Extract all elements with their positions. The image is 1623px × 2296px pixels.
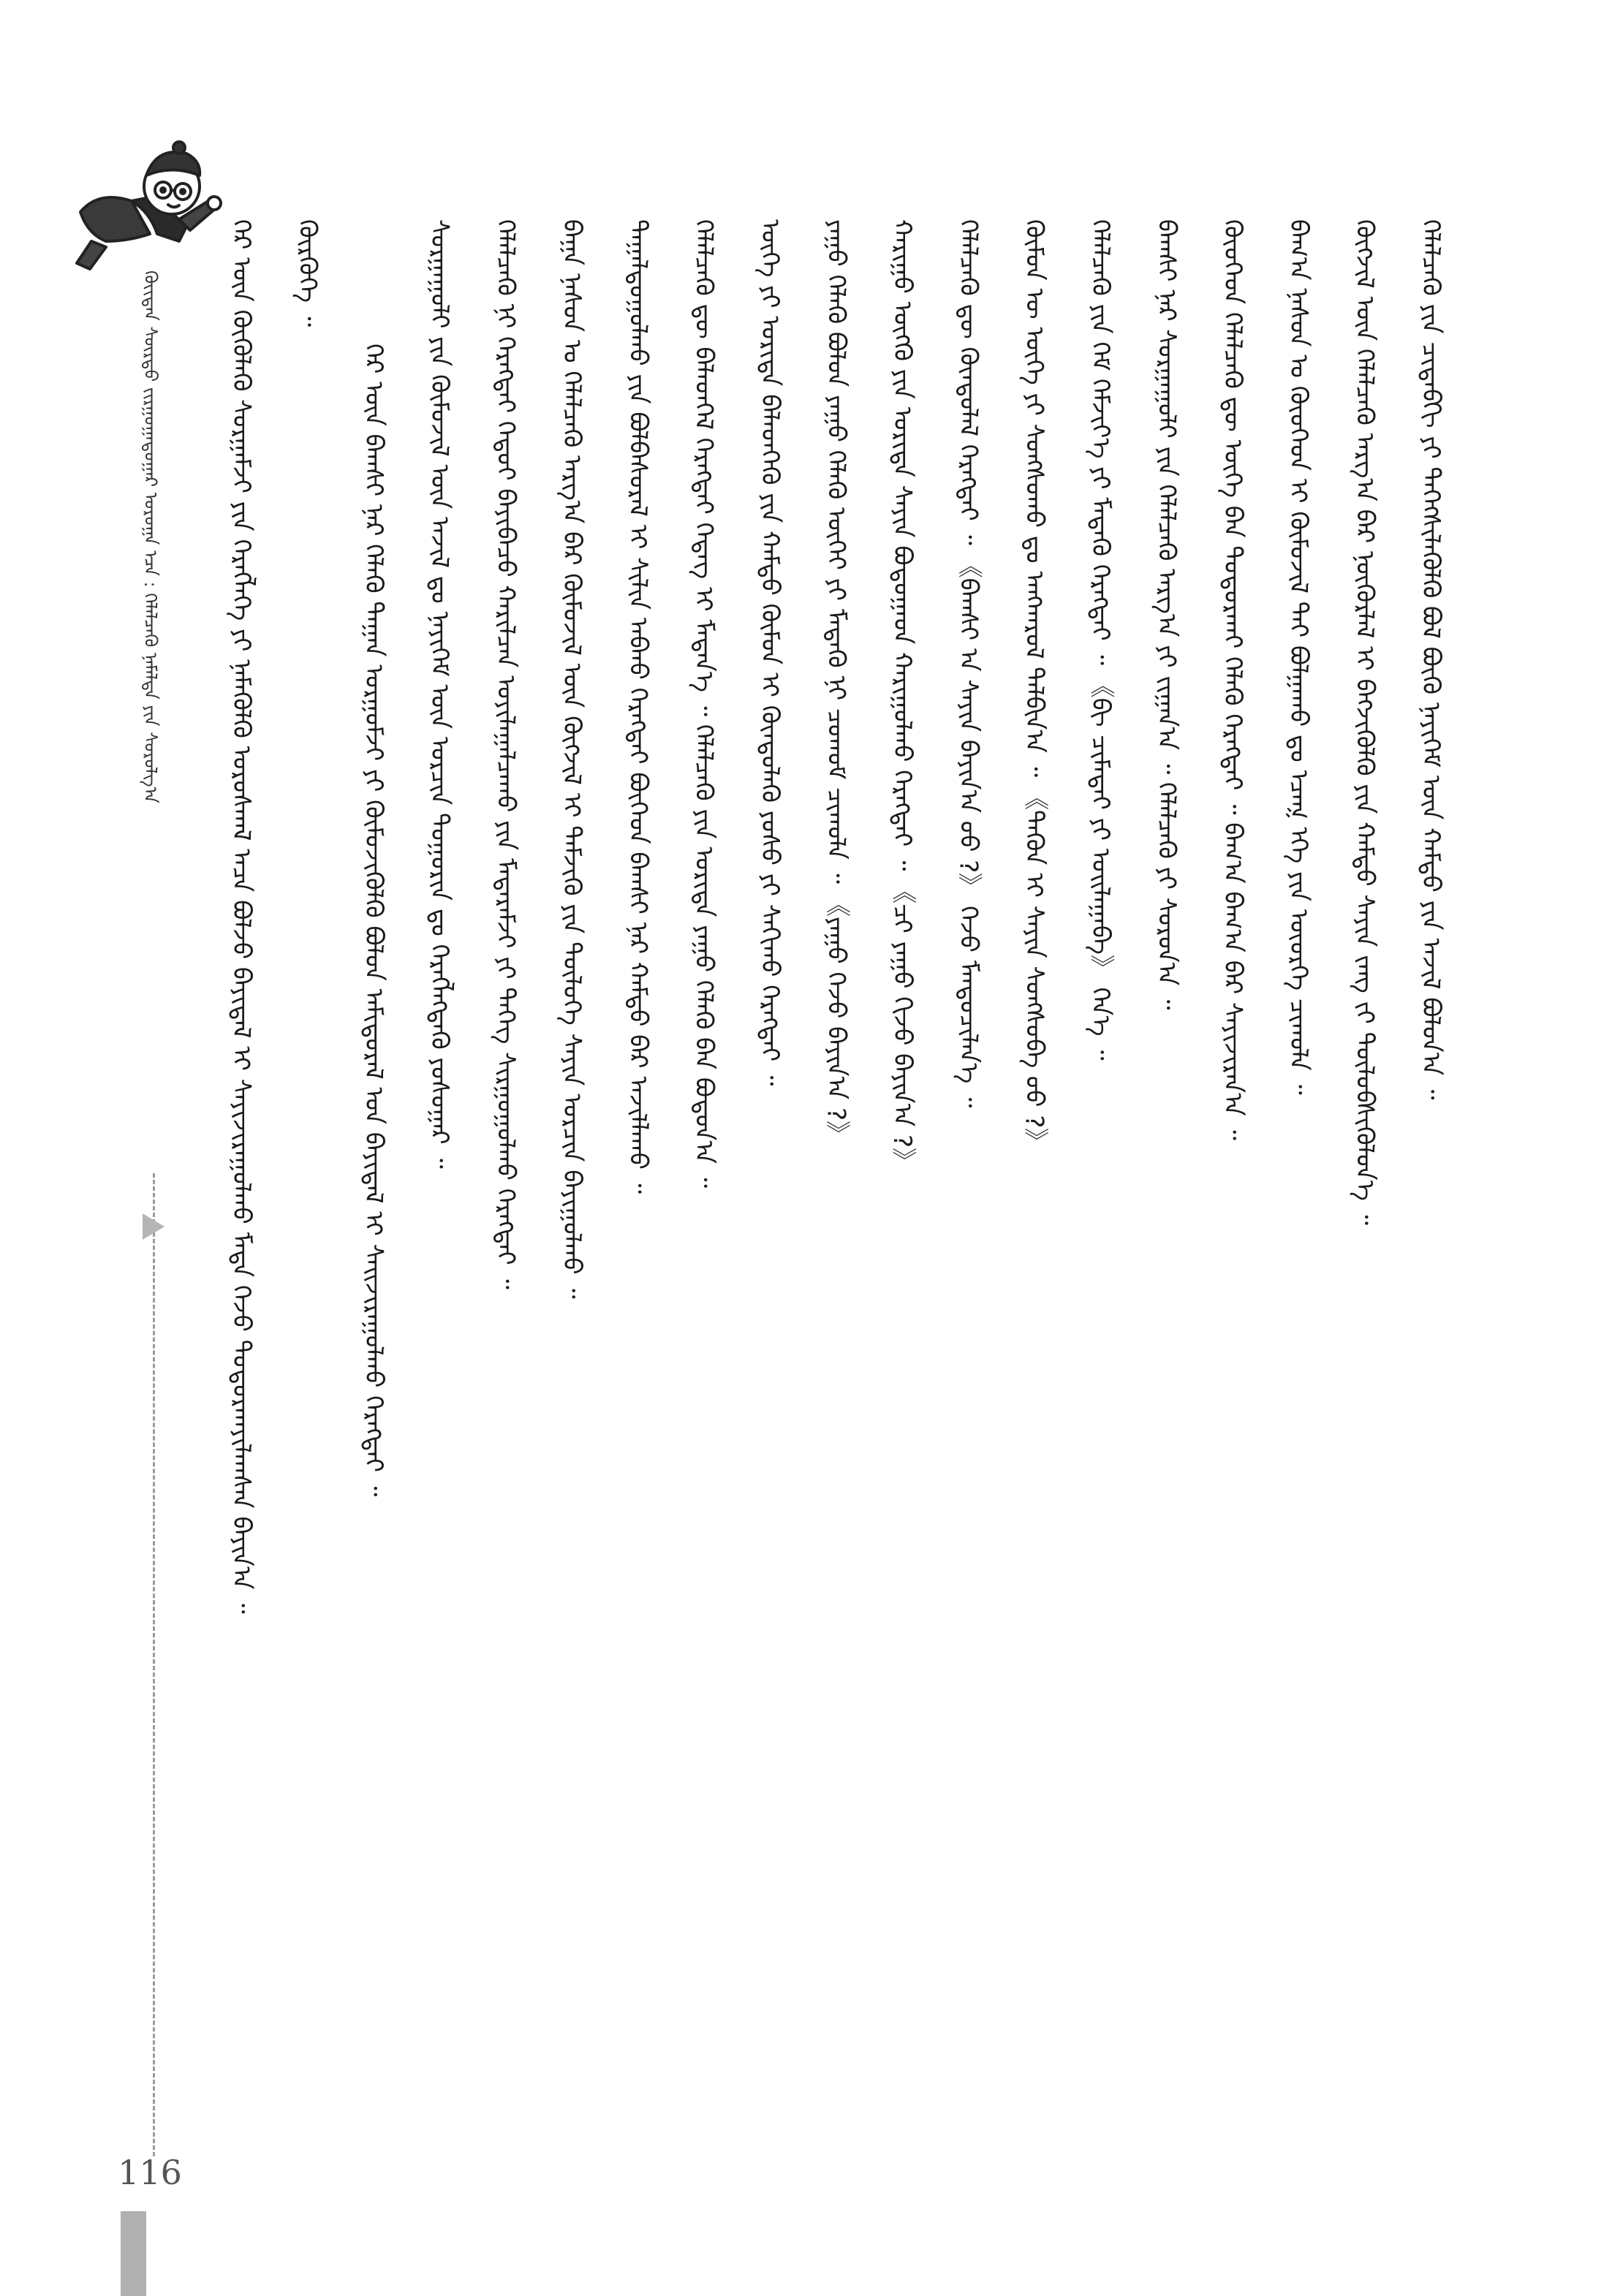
dashed-divider — [153, 1173, 155, 2156]
text-column: ᠬᠡᠯᠡᠯᠴᠡᠬᠦ ᠳᠦ ᠪᠡᠯᠡᠳᠬᠡᠯ ᠬᠡᠷᠡᠭᠲᠡᠢ ᠭᠡᠳᠡᠭ ᠢ ᠮᠡᠳᠡᠨ᠎ᠡ ᠃ ᠬᠡᠯᠡᠯᠴᠡᠬᠦ ᠶᠢᠨ ᠤᠷᠢᠳᠠ ᠶᠠᠭᠤ ᠬᠡᠯᠡᠬᠦ ᠪᠡᠨ ᠪᠣᠳᠤᠨ᠎ᠠ ᠃ — [689, 219, 719, 1189]
text-column: ᠪᠠᠭᠠ ᠨᠠᠰᠤᠨ ᠤ ᠬᠡᠯᠡᠯᠴᠡᠬᠦ ᠠᠷᠭ᠎ᠠ ᠪᠠᠷ ᠬᠦᠮᠦᠵᠢᠯ ᠦᠨ ᠬᠥᠭᠵᠢᠯ ᠢ ᠳᠡᠮᠵᠢᠬᠦ ᠶᠢᠨ ᠲᠥᠯᠥᠭᠡ ᠰᠠᠶᠢᠨ ᠣᠷᠴᠢᠨ ᠪᠠᠶᠢᠭᠤᠯᠬᠤ ᠃ — [556, 219, 586, 1299]
page-edge-tab — [121, 2211, 146, 2296]
text-column: ᠬᠦᠦᠬᠡᠳ ᠬᠡᠯᠡᠯᠴᠡᠬᠦ ᠳᠦ ᠦᠭᠡ ᠪᠡᠨ ᠲᠣᠳᠤᠷᠬᠠᠢ ᠬᠡᠯᠡᠬᠦ ᠬᠡᠷᠡᠭᠲᠡᠢ ᠃ ᠪᠠᠭ᠎ᠠ ᠪᠠᠭ᠎ᠠ ᠪᠡᠷ ᠰᠠᠶᠢᠵᠢᠷᠠᠨ᠎ᠠ ᠃ — [1217, 219, 1247, 1140]
text-column: ᠦᠭᠡ ᠶᠢ ᠤᠷᠢᠳᠠ ᠪᠡᠯᠡᠳᠬᠡᠬᠦ ᠶᠢᠨ ᠬᠠᠮᠲᠤ ᠬᠦᠮᠦᠨ ᠢ ᠬᠦᠨᠳᠦᠯᠡᠬᠦ ᠶᠣᠰᠤ ᠶᠢ ᠰᠠᠬᠢᠬᠤ ᠬᠡᠷᠡᠭᠲᠡᠢ ᠃ — [755, 219, 785, 1086]
text-column: ᠶᠠᠭᠤ ᠬᠡᠯᠡᠬᠦ ᠪᠣᠯᠤᠨ ᠶᠠᠭᠤ ᠬᠡᠯᠡᠬᠦ ᠦᠭᠡᠢ ᠶᠢ ᠮᠡᠳᠡᠬᠦ ᠨᠢ ᠴᠤᠬᠤᠮ ᠴᠢᠬᠤᠯᠠ ᠃ 《ᠶᠠᠭᠤ ᠭᠡᠵᠦ ᠪᠠᠶᠢᠨ᠎ᠠ ?》 — [821, 219, 851, 1146]
boy-mascot-illustration — [69, 132, 230, 278]
text-column: ᠬᠡᠯᠡᠯᠴᠡᠬᠦ ᠶᠢᠨ ᠴᠢᠳᠠᠪᠬᠢ ᠶᠢ ᠳᠡᠭᠡᠭᠰᠢᠯᠡᠭᠦᠯᠬᠦ ᠪᠣᠯ ᠪᠦᠬᠦ ᠨᠡᠶᠢᠭᠡᠮ ᠦᠨ ᠬᠠᠮᠲᠤ ᠶᠢᠨ ᠠᠵᠢᠯ ᠪᠣᠯᠤᠨ᠎ᠠ ᠃ — [1416, 219, 1445, 1100]
page-number: 116 — [118, 2153, 182, 2192]
text-column: ᠬᠦᠮᠦᠨ ᠦ ᠦᠭᠡ ᠶᠢ ᠰᠣᠩᠰᠤᠬᠤ ᠳᠤ ᠠᠩᠬᠠᠷᠤᠯ ᠲᠠᠯᠪᠢᠨ᠎ᠠ ᠃ 《ᠲᠡᠭᠦᠨ ᠢ ᠰᠠᠶᠢᠨ ᠰᠣᠩᠰᠤᠪᠠ ᠤᠤ ?》 — [1019, 219, 1049, 1153]
text-column: ᠳᠠᠭᠠᠯᠳᠤᠭᠤᠯᠬᠤ ᠶᠢᠨ ᠪᠣᠯᠪᠠᠰᠤᠷᠠᠯ ᠢ ᠰᠢᠯᠢᠨ ᠠᠪᠬᠤ ᠬᠡᠷᠡᠭᠲᠡᠢ ᠪᠥᠭᠡᠳ ᠪᠠᠭᠰᠢ ᠨᠠᠷ ᠬᠠᠮᠲᠤ ᠪᠠᠷ ᠠᠵᠢᠯᠯᠠᠬᠤ ᠃ — [623, 219, 653, 1194]
text-column: ᠬᠥᠭᠵᠢᠯ ᠦᠨ ᠬᠡᠯᠡᠯᠴᠡᠬᠦ ᠠᠷᠭ᠎ᠠ ᠪᠠᠷ ᠨᠥᠬᠥᠷᠯᠡᠯ ᠢ ᠪᠡᠬᠵᠢᠭᠦᠯᠬᠦ ᠶᠢᠨ ᠬᠠᠮᠲᠤ ᠰᠠᠶᠢᠨ ᠵᠠᠩ ᠵᠢ ᠲᠥᠯᠥᠪᠰᠢᠭᠦᠯᠦᠨ᠎ᠡ ᠃ — [1350, 219, 1380, 1225]
text-column: ᠬᠡᠯᠡᠯᠴᠡᠬᠦ ᠨᠢ ᠬᠡᠷᠡᠭᠲᠡᠢ ᠬᠡᠳᠦᠢ ᠪᠠᠶᠢᠪᠠᠴᠤ ᠬᠠᠷᠢᠯᠴᠠᠨ ᠣᠶᠢᠯᠠᠭᠠᠯᠴᠠᠬᠤ ᠶᠢᠨ ᠮᠡᠳᠡᠷᠡᠮᠵᠢ ᠶᠢ ᠳᠡᠭᠡᠭ ᠰᠢᠷᠭᠤᠭᠤᠯᠬᠤ ᠬᠡᠷᠡᠭᠲᠡᠢ ᠃ — [491, 219, 521, 1289]
text-column: ᠪᠠᠭᠰᠢ ᠨᠠᠷ ᠰᠤᠷᠭᠠᠭᠤᠯᠢ ᠶᠢᠨ ᠬᠡᠯᠡᠯᠴᠡᠬᠦ ᠠᠷᠭ᠎ᠠ ᠶᠢ ᠵᠢᠭᠠᠨ᠎ᠠ ᠃ ᠬᠡᠯᠡᠯᠴᠡᠬᠦ ᠶᠢ ᠰᠤᠷᠤᠨ᠎ᠠ ᠃ — [1151, 219, 1181, 1010]
text-column: ᠭᠡᠷ ᠦᠨ ᠪᠠᠭᠰᠢ ᠨᠠᠷ ᠬᠡᠯᠡᠬᠦ ᠳᠠᠭᠠᠨ ᠤᠷᠭᠤᠮᠵᠢ ᠶᠢ ᠬᠥᠮᠦᠵᠢᠭᠦᠯᠬᠦ ᠪᠣᠯᠤᠨ ᠠᠮᠢᠳᠤᠷᠠᠯ ᠤᠨ ᠪᠠᠶᠢᠳᠠᠯ ᠢ ᠰᠠᠢᠵᠢᠷᠠᠭᠤᠯᠬᠤ ᠬᠡᠷᠡᠭᠲᠡᠢ ᠃ — [358, 344, 388, 1497]
text-column: ᠬᠥᠷᠭᠦᠭᠡ ᠃ — [292, 219, 322, 327]
text-column: ᠬᠠᠷᠢᠭᠤ ᠥᠭᠬᠦ ᠶᠢᠨ ᠤᠷᠢᠳᠠ ᠰᠠᠶᠢᠨ ᠪᠣᠳᠤᠭᠠᠳ ᠬᠠᠷᠢᠭᠤᠯᠬᠤ ᠬᠡᠷᠡᠭᠲᠡᠢ ᠃ 《ᠴᠢ ᠶᠠᠭᠤ ᠬᠢᠵᠦ ᠪᠠᠶᠢᠨ᠎ᠠ ?》 — [887, 219, 917, 1173]
text-column: ᠰᠤᠷᠭᠠᠭᠤᠯᠢ ᠶᠢᠨ ᠬᠦᠮᠦᠵᠢᠯ ᠦᠨ ᠠᠵᠢᠯ ᠳᠤ ᠨᠡᠶᠢᠭᠡᠮ ᠦᠨ ᠣᠷᠴᠢᠨ ᠲᠣᠭᠤᠷᠢᠨ ᠳᠤ ᠬᠡᠷᠡᠭᠯᠡᠭᠳᠡᠬᠦ ᠶᠣᠰᠤᠭᠠᠷ ᠃ — [425, 219, 455, 1169]
triangle-marker-icon — [143, 1213, 164, 1240]
text-column: ᠬᠡᠯᠡᠯᠴᠡᠬᠦ ᠳᠦ ᠬᠦᠨᠳᠦᠯᠡᠯ ᠬᠡᠷᠡᠭᠲᠡᠢ ᠃ 《ᠪᠠᠭᠰᠢ ᠠ ᠰᠠᠶᠢᠨ ᠪᠠᠶᠢᠨ᠎ᠠ ᠤᠤ ?》 ᠭᠡᠵᠦ ᠮᠡᠨᠳᠦᠴᠢᠯᠡᠨ᠎ᠡ ᠃ — [953, 219, 983, 1108]
running-header: ᠬᠦᠢᠲᠡᠨ ᠰᠦᠷᠲᠦ ᠵᠢᠷᠭᠤᠭᠠᠳᠤᠭᠠᠷ ᠤᠷᠤᠭᠠ ᠡᠴᠡ : ᠬᠡᠯᠡᠯᠴᠡᠬᠦ ᠨᠡᠮᠡᠯᠳᠡ ᠶᠢᠨ ᠰᠣᠷᠤᠯᠭ᠎ᠠ — [140, 270, 161, 803]
text-column: ᠬᠡᠯᠡᠯᠴᠡᠬᠦ ᠶᠢᠨ ᠬᠡᠮ ᠬᠡᠮᠵᠢᠶ᠎ᠡ ᠶᠢ ᠮᠡᠳᠡᠬᠦ ᠬᠡᠷᠡᠭᠲᠡᠢ ᠃ 《ᠪᠢ ᠴᠢᠮᠠᠳᠠᠢ ᠶᠢ ᠣᠢᠯᠠᠭᠠᠪᠠ》 ᠭᠡᠨ᠎ᠡ ᠃ — [1086, 219, 1116, 1061]
text-column: ᠭᠡᠷ ᠦᠨ ᠬᠥᠭᠦᠯᠡᠬᠦ ᠰᠤᠷᠭᠠᠮᠵᠢ ᠶᠢᠨ ᠬᠡᠷᠡᠭᠯᠡᠭᠡ ᠶᠢ ᠨᠡᠮᠡᠭᠦᠯᠬᠦ ᠤᠷᠤᠰᠬᠠᠯ ᠠᠴᠠ ᠪᠣᠯᠵᠤ ᠪᠠᠶᠢᠳᠠᠯ ᠢ ᠰᠠᠶᠢᠵᠢᠷᠠᠭᠤᠯᠬᠤ ᠮᠡᠳᠡ ᠭᠡᠵᠦ ᠲᠣᠳᠤᠷᠬᠠᠶᠢᠯᠠᠭᠰᠠᠨ ᠪᠠᠶᠢᠨ᠎ᠠ ᠃ — [227, 219, 256, 1614]
text-column: ᠪᠠᠭ᠎ᠠ ᠨᠠᠰᠤᠨ ᠤ ᠬᠦᠦᠬᠡᠳ ᠢ ᠬᠦᠮᠦᠵᠢᠯ ᠲᠡᠢ ᠪᠣᠯᠭᠠᠬᠤ ᠳᠤ ᠡᠴᠡᠭ᠍ ᠡᠬᠡ ᠶᠢᠨ ᠦᠦᠷᠭᠡ ᠴᠢᠬᠤᠯᠠ ᠃ — [1284, 219, 1314, 1095]
